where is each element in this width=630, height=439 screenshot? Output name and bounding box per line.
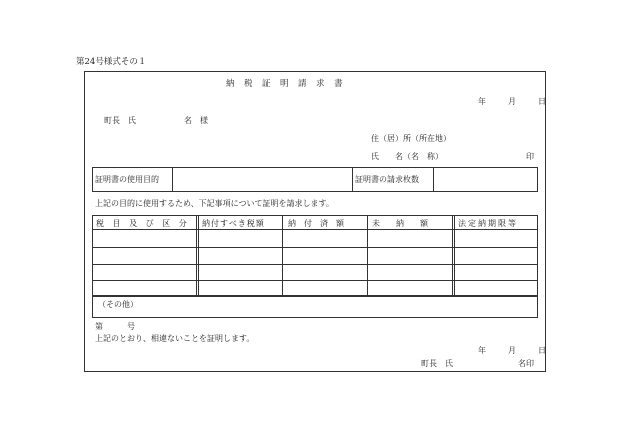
form-number: 第24号様式その１ — [76, 57, 147, 67]
count-label: 証明書の請求枚数 — [355, 175, 419, 184]
request-statement: 上記の目的に使用するため、下記事項について証明を請求します。 — [95, 199, 334, 208]
header-amount-paid: 納 付 済 額 — [288, 219, 344, 228]
purpose-field[interactable] — [178, 168, 346, 190]
certify-date: 年 月 日 — [478, 346, 548, 355]
other-box — [92, 296, 538, 318]
header-tax-item: 税 目 及 び 区 分 — [96, 219, 190, 228]
count-field[interactable] — [437, 168, 535, 190]
address-label: 住（居）所（所在地） — [371, 134, 451, 143]
header-amount-due: 納付すべき税額 — [202, 219, 265, 228]
header-deadline: 法定納期限等 — [458, 219, 518, 228]
other-label: （その他） — [98, 300, 138, 309]
official-seal: 名印 — [518, 359, 534, 368]
certify-statement: 上記のとおり、相違ないことを証明します。 — [95, 334, 255, 343]
seal-mark: 印 — [526, 152, 534, 161]
name-label: 氏 名（名 称） — [371, 152, 443, 161]
header-unpaid: 未 納 額 — [372, 219, 428, 228]
document-title: 納税証明請求書 — [226, 79, 353, 89]
request-date: 年 月 日 — [478, 97, 548, 106]
purpose-label: 証明書の使用目的 — [95, 175, 159, 184]
mayor-label: 町長 氏 — [421, 359, 453, 368]
certificate-number: 第 号 — [95, 322, 135, 331]
addressee-line: 町長 氏 名 様 — [104, 116, 208, 125]
